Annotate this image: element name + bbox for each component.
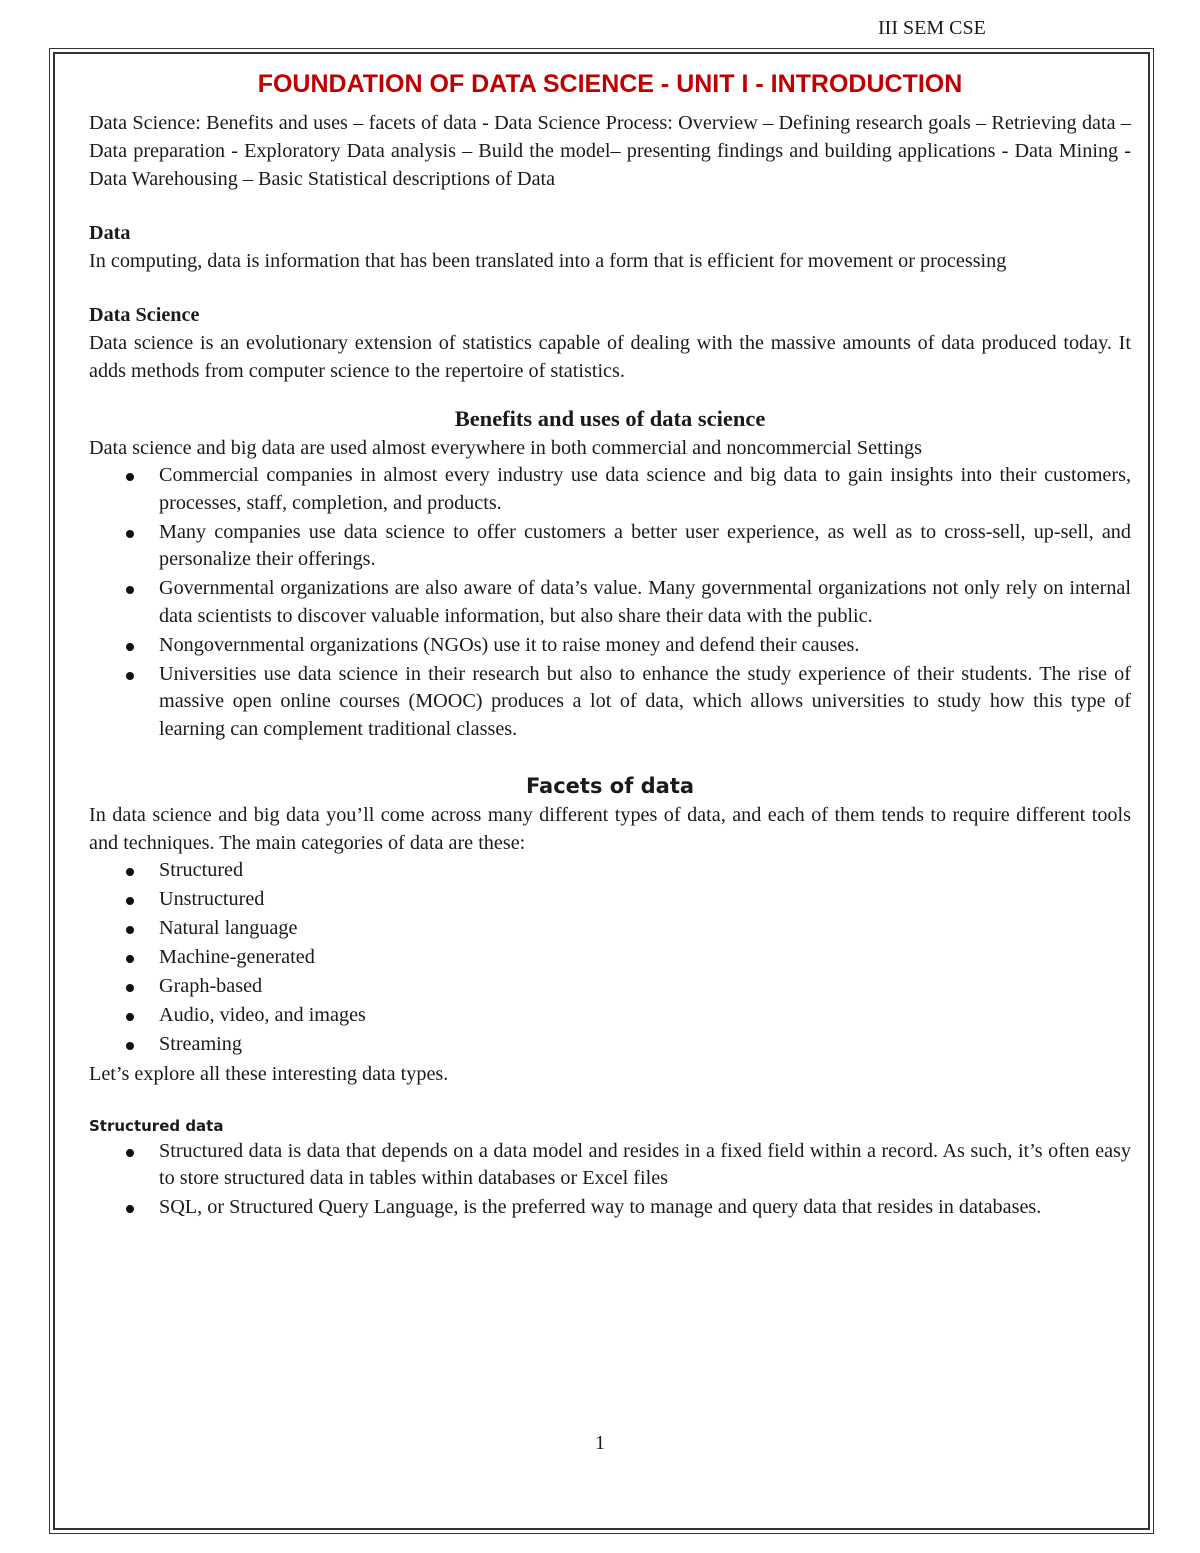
bullet-icon <box>126 1149 134 1157</box>
data-definition: In computing, data is information that has been translated into a form that is efficient for movement or processing <box>89 250 1007 272</box>
facets-heading: Facets of data <box>525 773 695 798</box>
list-item: Commercial companies in almost every industry use data science and big data to gain insights into their customers, processes, staff, completion, and products. <box>89 462 1131 517</box>
document-title: FOUNDATION OF DATA SCIENCE - UNIT I - INTRODUCTION <box>257 70 963 98</box>
list-item: Many companies use data science to offer customers a better user experience, as well as to cross-sell, up-sell, and personalize their offerings. <box>89 519 1131 574</box>
benefits-heading: Benefits and uses of data science <box>454 406 766 431</box>
bullet-icon <box>126 1042 134 1050</box>
list-item: Universities use data science in their research but also to enhance the study experience of their students. The rise of massive open online courses (MOOC) produces a lot of data, which allows universities to study how this type of learning can complement traditional classes. <box>89 661 1131 744</box>
bullet-icon <box>126 897 134 905</box>
list-item: Structured <box>89 857 1131 885</box>
bullet-icon <box>126 926 134 934</box>
list-item: Governmental organizations are also aware of data’s value. Many governmental organizations not only rely on internal data scientists to discover valuable information, but also share their data with the public. <box>89 575 1131 630</box>
data-science-heading: Data Science <box>89 304 200 326</box>
syllabus-text: Data Science: Benefits and uses – facets of data - Data Science Process: Overview – Defining research goals – Retrieving data – Data preparation - Exploratory Data analysis – Build the model– presenting findings and building applications - Data Mining - Data Warehousing – Basic Statistical descriptions of Data <box>89 112 1131 190</box>
bullet-icon <box>126 1013 134 1021</box>
structured-data-list <box>89 1138 1131 1222</box>
page-header-course: III SEM CSE <box>878 17 986 39</box>
bullet-icon <box>126 868 134 876</box>
bullet-icon <box>126 643 134 651</box>
bullet-icon <box>126 1205 134 1213</box>
list-item: Audio, video, and images <box>89 1002 1131 1030</box>
data-heading: Data <box>89 222 131 244</box>
bullet-icon <box>126 955 134 963</box>
list-item: Machine-generated <box>89 944 1131 972</box>
page-number: 1 <box>595 1432 605 1454</box>
bullet-icon <box>126 672 134 680</box>
benefits-intro: Data science and big data are used almost everywhere in both commercial and noncommercial Settings <box>89 437 922 459</box>
page-content <box>89 70 1131 1223</box>
list-item: Natural language <box>89 915 1131 943</box>
facets-intro: In data science and big data you’ll come across many different types of data, and each of them tends to require different tools and techniques. The main categories of data are these: <box>89 803 1131 854</box>
facets-outro: Let’s explore all these interesting data types. <box>89 1062 449 1085</box>
list-item: Unstructured <box>89 886 1131 914</box>
bullet-icon <box>126 984 134 992</box>
list-item: Structured data is data that depends on a data model and resides in a fixed field within a record. As such, it’s often easy to store structured data in tables within databases or Excel files <box>89 1138 1131 1193</box>
list-item: Graph-based <box>89 973 1131 1001</box>
data-science-definition: Data science is an evolutionary extension of statistics capable of dealing with the massive amounts of data produced today. It adds methods from computer science to the repertoire of statistics. <box>89 332 1131 382</box>
bullet-icon <box>126 530 134 538</box>
benefits-list <box>89 462 1131 743</box>
bullet-icon <box>126 473 134 481</box>
list-item: Streaming <box>89 1031 1131 1059</box>
list-item: Nongovernmental organizations (NGOs) use it to raise money and defend their causes. <box>89 632 1131 660</box>
list-item: SQL, or Structured Query Language, is the preferred way to manage and query data that resides in databases. <box>89 1194 1131 1222</box>
bullet-icon <box>126 586 134 594</box>
structured-data-heading: Structured data <box>89 1116 224 1135</box>
facets-list <box>89 857 1131 1059</box>
